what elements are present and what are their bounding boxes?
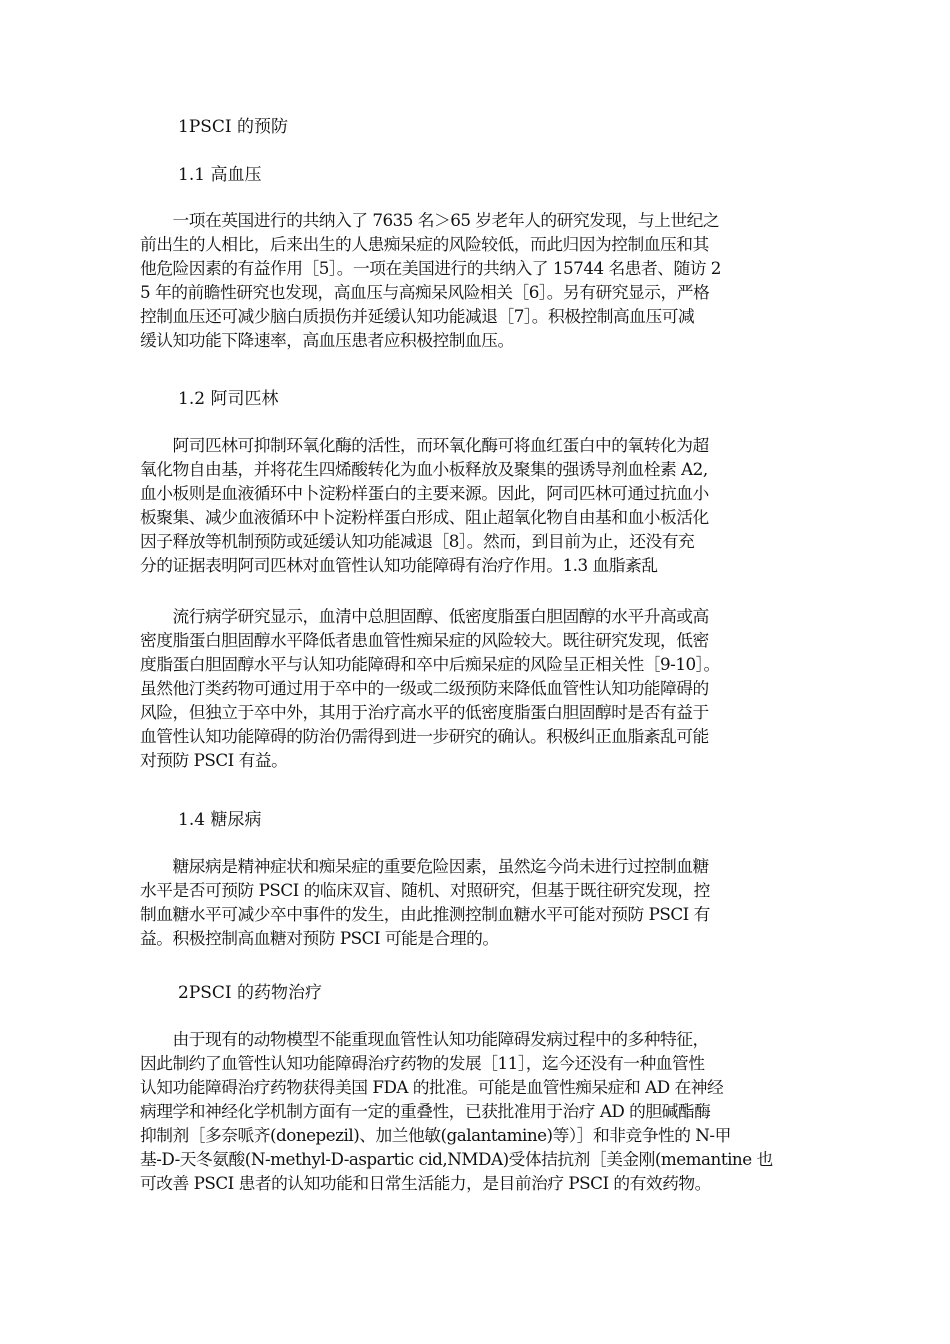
section-heading-2: 2PSCI 的药物治疗: [178, 983, 323, 1003]
paragraph-hypertension: [140, 208, 820, 352]
text-line: 氧化物自由基，并将花生四烯酸转化为血小板释放及聚集的强诱导剂血栓素 A2,: [140, 459, 708, 479]
text-line: 度脂蛋白胆固醇水平与认知功能障碍和卒中后痴呆症的风险呈正相关性［9-10］。: [140, 654, 720, 674]
text-line: 血管性认知功能障碍的防治仍需得到进一步研究的确认。积极纠正血脂紊乱可能: [140, 726, 709, 746]
text-line: 板聚集、减少血液循环中卜淀粉样蛋白形成、阻止超氧化物自由基和血小板活化: [140, 507, 709, 527]
text-line: 风险，但独立于卒中外，其用于治疗高水平的低密度脂蛋白胆固醇时是否有益于: [140, 702, 709, 722]
text-line: 密度脂蛋白胆固醇水平降低者患血管性痴呆症的风险较大。既往研究发现，低密: [140, 630, 709, 650]
paragraph-diabetes: [140, 854, 820, 950]
text-line: 因此制约了血管性认知功能障碍治疗药物的发展［11］，迄今还没有一种血管性: [140, 1053, 705, 1073]
section-heading-1: 1PSCI 的预防: [178, 117, 289, 137]
text-line: 对预防 PSCI 有益。: [140, 750, 288, 770]
text-line: 阿司匹林可抑制环氧化酶的活性，而环氧化酶可将血红蛋白中的氧转化为超: [140, 435, 709, 455]
text-line: 控制血压还可减少脑白质损伤并延缓认知功能减退［7］。积极控制高血压可减: [140, 306, 695, 326]
paragraph-dyslipidemia: [140, 604, 820, 772]
text-line: 虽然他汀类药物可通过用于卒中的一级或二级预防来降低血管性认知功能障碍的: [140, 678, 709, 698]
text-line: 分的证据表明阿司匹林对血管性认知功能障碍有治疗作用。1.3 血脂紊乱: [140, 555, 658, 575]
text-line: 糖尿病是精神症状和痴呆症的重要危险因素，虽然迄今尚未进行过控制血糖: [140, 856, 709, 876]
section-heading-1-1: 1.1 高血压: [178, 165, 262, 185]
text-line: 基-D-天冬氨酸(N-methyl-D-aspartic cid,NMDA)受体拮抗剂［美金刚(memantine 也: [140, 1149, 773, 1169]
section-heading-1-2: 1.2 阿司匹林: [178, 389, 279, 409]
text-line: 他危险因素的有益作用［5］。一项在美国进行的共纳入了 15744 名患者、随访 2: [140, 258, 721, 278]
text-line: 水平是否可预防 PSCI 的临床双盲、随机、对照研究，但基于既往研究发现，控: [140, 880, 710, 900]
text-line: 抑制剂［多奈哌齐(donepezil)、加兰他敏(galantamine)等）］和非竞争性的 N-甲: [140, 1125, 731, 1145]
text-line: 制血糖水平可减少卒中事件的发生，由此推测控制血糖水平可能对预防 PSCI 有: [140, 904, 710, 924]
text-line: 益。积极控制高血糖对预防 PSCI 可能是合理的。: [140, 928, 499, 948]
text-line: 缓认知功能下降速率，高血压患者应积极控制血压。: [140, 330, 514, 350]
section-heading-1-4: 1.4 糖尿病: [178, 810, 262, 830]
text-line: 可改善 PSCI 患者的认知功能和日常生活能力，是目前治疗 PSCI 的有效药物。: [140, 1173, 711, 1193]
text-line: 因子释放等机制预防或延缓认知功能减退［8］。然而，到目前为止，还没有充: [140, 531, 695, 551]
text-line: 血小板则是血液循环中卜淀粉样蛋白的主要来源。因此，阿司匹林可通过抗血小: [140, 483, 709, 503]
text-line: 病理学和神经化学机制方面有一定的重叠性，已获批准用于治疗 AD 的胆碱酯酶: [140, 1101, 711, 1121]
paragraph-drug-treatment: [140, 1027, 820, 1195]
paragraph-aspirin: [140, 433, 820, 577]
text-line: 一项在英国进行的共纳入了 7635 名＞65 岁老年人的研究发现，与上世纪之: [140, 210, 720, 230]
text-line: 流行病学研究显示，血清中总胆固醇、低密度脂蛋白胆固醇的水平升高或高: [140, 606, 709, 626]
text-line: 前出生的人相比，后来出生的人患痴呆症的风险较低，而此归因为控制血压和其: [140, 234, 709, 254]
text-line: 认知功能障碍治疗药物获得美国 FDA 的批准。可能是血管性痴呆症和 AD 在神经: [140, 1077, 724, 1097]
text-line: 5 年的前瞻性研究也发现，高血压与高痴呆风险相关［6］。另有研究显示，严格: [140, 282, 710, 302]
text-line: 由于现有的动物模型不能重现血管性认知功能障碍发病过程中的多种特征，: [140, 1029, 709, 1049]
